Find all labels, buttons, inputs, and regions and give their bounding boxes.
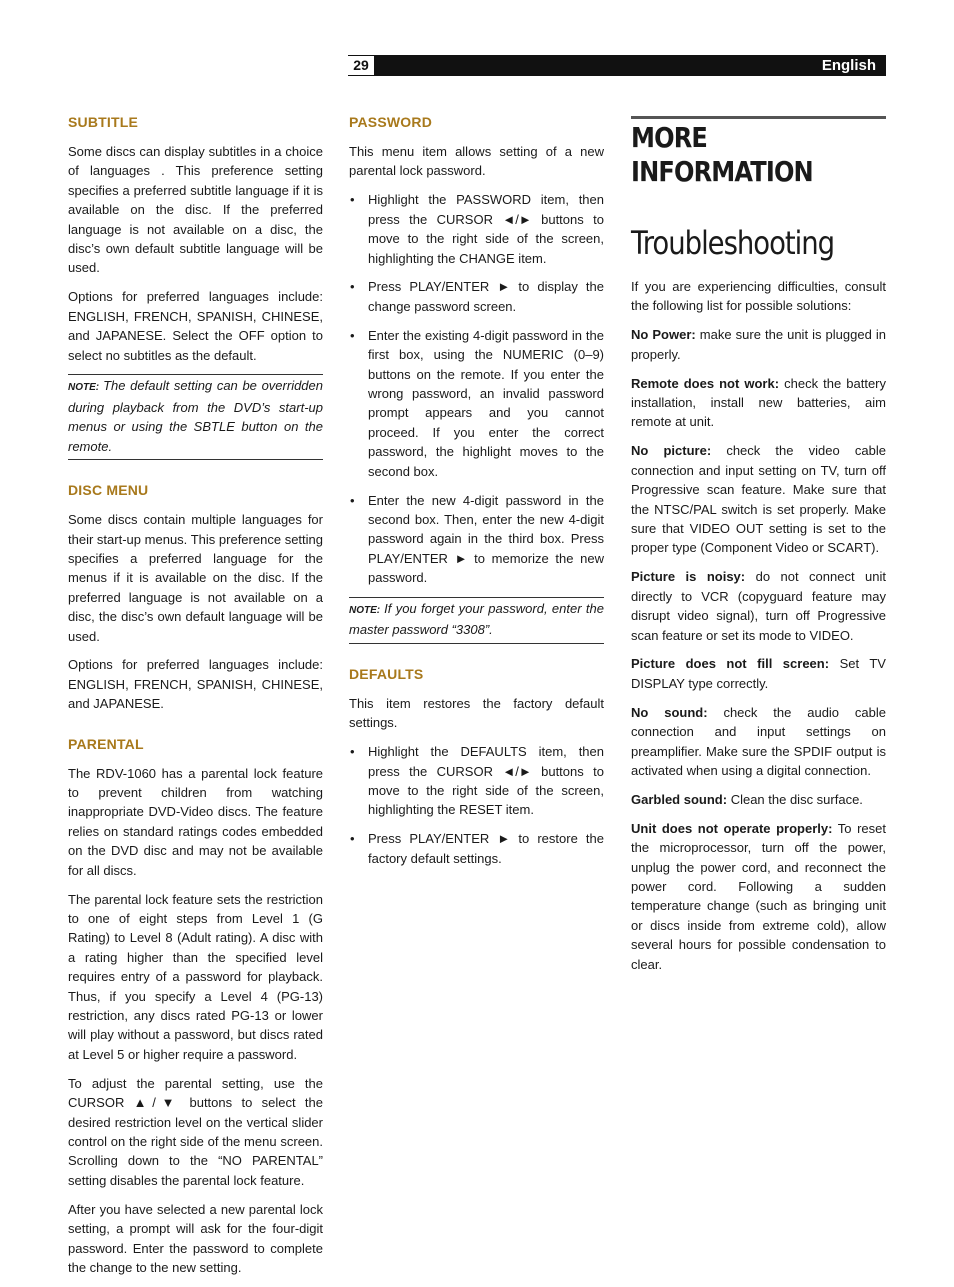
tip-item: No sound: check the audio cable connection and input settings on preamplifier. Make sure the SPDIF output is activated when using a digital connection. bbox=[631, 704, 886, 778]
note-text: The default setting can be overridden during playback from the DVD’s start-up menus or using the SBTLE button on the remote. bbox=[68, 378, 323, 454]
password-heading: PASSWORD bbox=[349, 114, 433, 130]
disc-menu-heading: DISC MENU bbox=[68, 482, 149, 499]
column-right bbox=[631, 112, 886, 984]
page-number: 29 bbox=[348, 56, 374, 75]
subtitle-heading: SUBTITLE bbox=[68, 114, 139, 130]
defaults-steps bbox=[349, 742, 604, 868]
disc-menu-paragraph-2: Options for preferred languages include: ENGLISH, FRENCH, SPANISH, CHINESE, and JAPANESE. bbox=[68, 657, 323, 712]
tip-item: Picture is noisy: do not connect unit directly to VCR (copyguard feature may disrupt video signal), turn off Progressive scan feature or set its mode to VIDEO. bbox=[631, 569, 886, 643]
title-rule bbox=[631, 116, 886, 119]
troubleshooting-intro: If you are experiencing difficulties, consult the following list for possible solutions: bbox=[631, 279, 886, 314]
tip-item: No picture: check the video cable connection and input setting on TV, turn off Progressive scan feature. Make sure that the NTSC/PAL switch is set properly. Make sure that VIDEO OUT setting is set to the proper type (Component Video or SCART). bbox=[631, 443, 886, 556]
list-item: • Enter the existing 4-digit password in the first box, using the NUMERIC (0–9) buttons on the remote. If you enter the wrong password, an invalid password prompt appears and you cannot proceed. If you enter the correct password, the highlight moves to the second box. bbox=[349, 326, 604, 481]
section-title: MORE INFORMATION bbox=[631, 121, 813, 188]
subtitle-paragraph-1: Some discs can display subtitles in a choice of languages . This preference setting specifies a preferred subtitle language if it is available on the disc. If the preferred language is not available on a disc, the disc’s own default subtitle language will be used. bbox=[68, 144, 323, 276]
subtitle-note bbox=[68, 374, 323, 460]
list-item: • Enter the new 4-digit password in the second box. Then, enter the new 4-digit password again in the third box. Press PLAY/ENTER ► to memorize the new password. bbox=[349, 491, 604, 588]
page-header-bar bbox=[348, 55, 886, 76]
parental-heading: PARENTAL bbox=[68, 735, 144, 752]
defaults-intro: This item restores the factory default settings. bbox=[349, 695, 604, 731]
list-item: • Press PLAY/ENTER ► to restore the factory default settings. bbox=[349, 829, 604, 868]
list-item: • Press PLAY/ENTER ► to display the change password screen. bbox=[349, 277, 604, 316]
troubleshooting-title: Troubleshooting bbox=[631, 224, 835, 262]
parental-paragraph-4: After you have selected a new parental lock setting, a prompt will ask for the four-digit password. Enter the password to complete the change to the new setting. bbox=[68, 1201, 323, 1275]
password-steps bbox=[349, 190, 604, 587]
tip-item: Remote does not work: check the battery installation, install new batteries, aim remote at unit. bbox=[631, 375, 886, 430]
header-language: English bbox=[821, 57, 876, 74]
parental-paragraph-2: The parental lock feature sets the restriction to one of eight steps from Level 1 (G Rating) to Level 8 (Adult rating). A disc with a rating higher than the specified level requires entry of a password for playback. Thus, if you specify a Level 4 (PG-13) restriction, any discs rated PG-13 or lower will play without a password, but discs rated at Level 5 or higher require a password. bbox=[68, 891, 323, 1062]
subtitle-paragraph-2: Options for preferred languages include: ENGLISH, FRENCH, SPANISH, CHINESE, and JAPANESE. Select the OFF option to select no subtitles as the default. bbox=[68, 289, 323, 363]
tip-item: Picture does not fill screen: Set TV DISPLAY type correctly. bbox=[631, 656, 886, 691]
disc-menu-paragraph-1: Some discs contain multiple languages for their start-up menus. This preference setting specifies a preferred language for the menus if it is available on the disc. If the preferred language is not available on a disc, the disc’s own default language will be used. bbox=[68, 512, 323, 644]
tip-item: Unit does not operate properly: To reset the microprocessor, turn off the power, unplug the power cord, and reconnect the power cord. Following a sudden temperature change (such as bringing unit or discs inside from extreme cold), allow several hours for possible condensation to clear. bbox=[631, 820, 886, 972]
tip-item: No Power: make sure the unit is plugged in properly. bbox=[631, 327, 886, 362]
list-item: • Highlight the DEFAULTS item, then press the CURSOR ◄/► buttons to move to the right side of the screen, highlighting the RESET item. bbox=[349, 742, 604, 820]
defaults-heading: DEFAULTS bbox=[349, 665, 424, 682]
password-intro: This menu item allows setting of a new parental lock password. bbox=[349, 144, 604, 179]
password-note bbox=[349, 597, 604, 644]
parental-paragraph-1: The RDV-1060 has a parental lock feature to prevent children from watching inappropriate DVD-Video discs. The feature relies on standard ratings codes embedded on the DVD disc and may not be available for all discs. bbox=[68, 765, 323, 878]
note-label: NOTE: bbox=[349, 605, 381, 617]
note-text: If you forget your password, enter the master password “3308”. bbox=[349, 601, 604, 638]
tip-item: Garbled sound: Clean the disc surface. bbox=[631, 791, 863, 807]
column-middle bbox=[349, 112, 604, 878]
column-left bbox=[68, 112, 323, 1287]
note-label: NOTE: bbox=[68, 382, 100, 394]
parental-paragraph-3: To adjust the parental setting, use the CURSOR ▲/▼ buttons to select the desired restriction level on the vertical slider control on the right side of the menu screen. Scrolling down to the “NO PARENTAL” setting disables the parental lock feature. bbox=[68, 1075, 323, 1188]
list-item: • Highlight the PASSWORD item, then press the CURSOR ◄/► buttons to move to the right side of the screen, highlighting the CHANGE item. bbox=[349, 190, 604, 268]
